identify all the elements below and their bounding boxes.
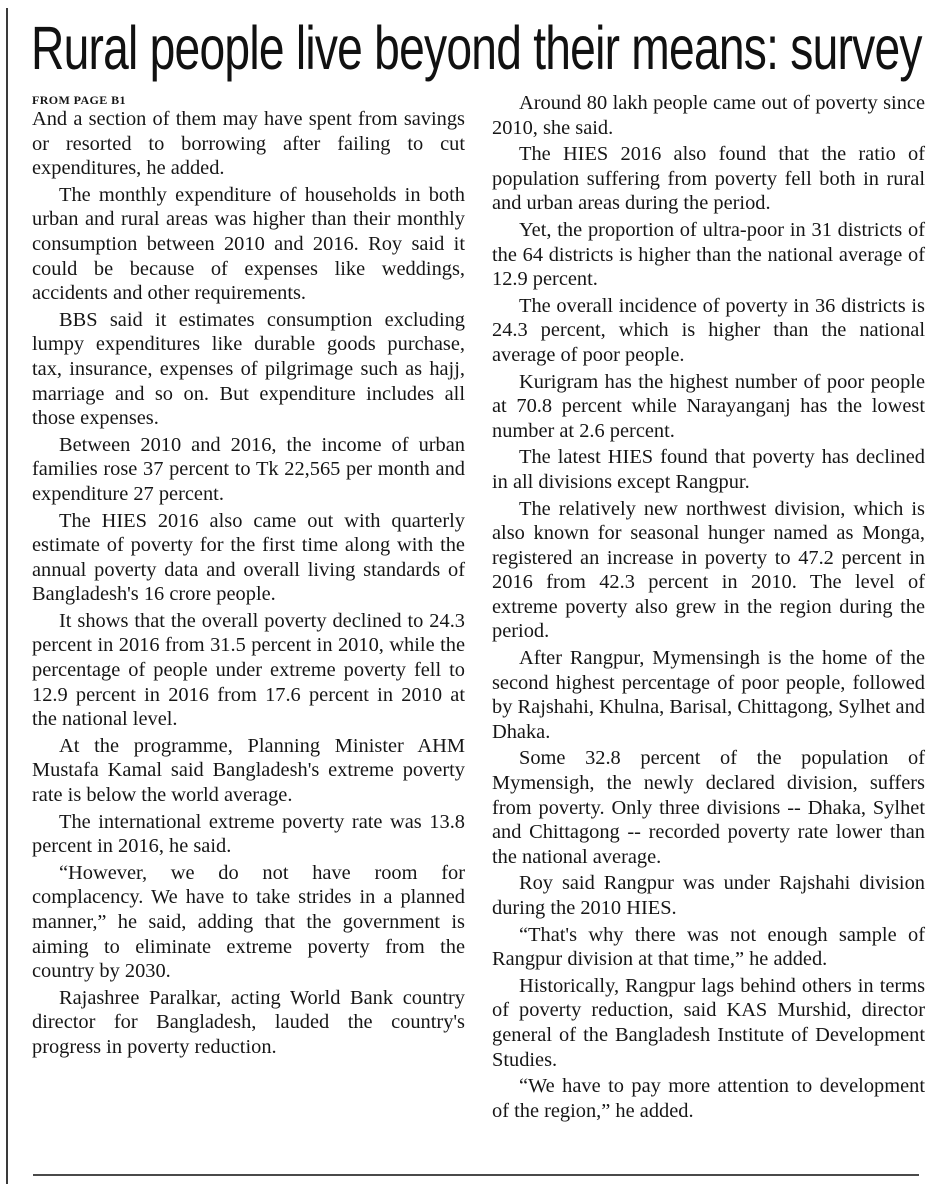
left-column: [32, 93, 465, 1062]
paragraph: The HIES 2016 also found that the ratio of population suffering from poverty fell both in rural and urban areas during the period.: [492, 143, 925, 215]
paragraph: Between 2010 and 2016, the income of urban families rose 37 percent to Tk 22,565 per month and expenditure 27 percent.: [32, 433, 465, 505]
paragraph: Kurigram has the highest number of poor people at 70.8 percent while Narayanganj has the lowest number at 2.6 percent.: [492, 370, 925, 442]
paragraph: It shows that the overall poverty declined to 24.3 percent in 2016 from 31.5 percent in 2010, while the percentage of people under extreme poverty fell to 12.9 percent in 2016 from 17.6 percent in 2010 at the national level.: [32, 609, 465, 731]
continuation-kicker: FROM PAGE B1: [32, 93, 126, 107]
bottom-rule: [33, 1174, 919, 1176]
paragraph: The latest HIES found that poverty has declined in all divisions except Rangpur.: [492, 446, 925, 493]
paragraph: The relatively new northwest division, which is also known for seasonal hunger named as Monga, registered an increase in poverty to 47.2 percent in 2016 from 42.3 percent in 2010. The level of extreme poverty also grew in the region during the period.: [492, 497, 925, 643]
paragraph: The monthly expenditure of households in both urban and rural areas was higher than their monthly consumption between 2010 and 2016. Roy said it could be because of expenses like weddings, accidents and other requirements.: [32, 183, 465, 305]
paragraph: Some 32.8 percent of the population of Mymensigh, the newly declared division, suffers from poverty. Only three divisions -- Dhaka, Sylhet and Chittagong -- recorded poverty rate lower than the national average.: [492, 747, 925, 868]
paragraph: And a section of them may have spent from savings or resorted to borrowing after failing to cut expenditures, he added.: [32, 108, 465, 180]
paragraph: Historically, Rangpur lags behind others in terms of poverty reduction, said KAS Murshid, director general of the Bangladesh Institute of Development Studies.: [492, 974, 925, 1071]
paragraph: Yet, the proportion of ultra-poor in 31 districts of the 64 districts is higher than the national average of 12.9 percent.: [492, 218, 925, 291]
paragraph: BBS said it estimates consumption excluding lumpy expenditures like durable goods purchase, tax, insurance, expenses of pilgrimage such as hajj, marriage and so on. But expenditure includes all those expenses.: [32, 308, 465, 430]
paragraph: “We have to pay more attention to development of the region,” he added.: [492, 1075, 925, 1122]
paragraph: The overall incidence of poverty in 36 districts is 24.3 percent, which is higher than the national average of poor people.: [492, 294, 925, 366]
left-column-rule: [6, 8, 8, 1184]
right-column: [492, 91, 925, 1125]
paragraph: “That's why there was not enough sample of Rangpur division at that time,” he added.: [492, 923, 925, 971]
paragraph: After Rangpur, Mymensingh is the home of the second highest percentage of poor people, followed by Rajshahi, Khulna, Barisal, Chittagong, Sylhet and Dhaka.: [492, 647, 925, 743]
paragraph: Rajashree Paralkar, acting World Bank country director for Bangladesh, lauded the country's progress in poverty reduction.: [32, 986, 465, 1058]
paragraph: The international extreme poverty rate was 13.8 percent in 2016, he said.: [32, 810, 465, 858]
paragraph: At the programme, Planning Minister AHM Mustafa Kamal said Bangladesh's extreme poverty rate is below the world average.: [32, 734, 465, 807]
paragraph: The HIES 2016 also came out with quarterly estimate of poverty for the first time along with the annual poverty data and overall living standards of Bangladesh's 16 crore people.: [32, 509, 465, 606]
paragraph: Roy said Rangpur was under Rajshahi division during the 2010 HIES.: [492, 872, 925, 919]
paragraph: “However, we do not have room for complacency. We have to take strides in a planned manner,” he said, adding that the government is aiming to eliminate extreme poverty from the country by 2030.: [32, 861, 465, 983]
headline: Rural people live beyond their means: survey: [31, 14, 922, 82]
paragraph: Around 80 lakh people came out of poverty since 2010, she said.: [492, 92, 925, 139]
